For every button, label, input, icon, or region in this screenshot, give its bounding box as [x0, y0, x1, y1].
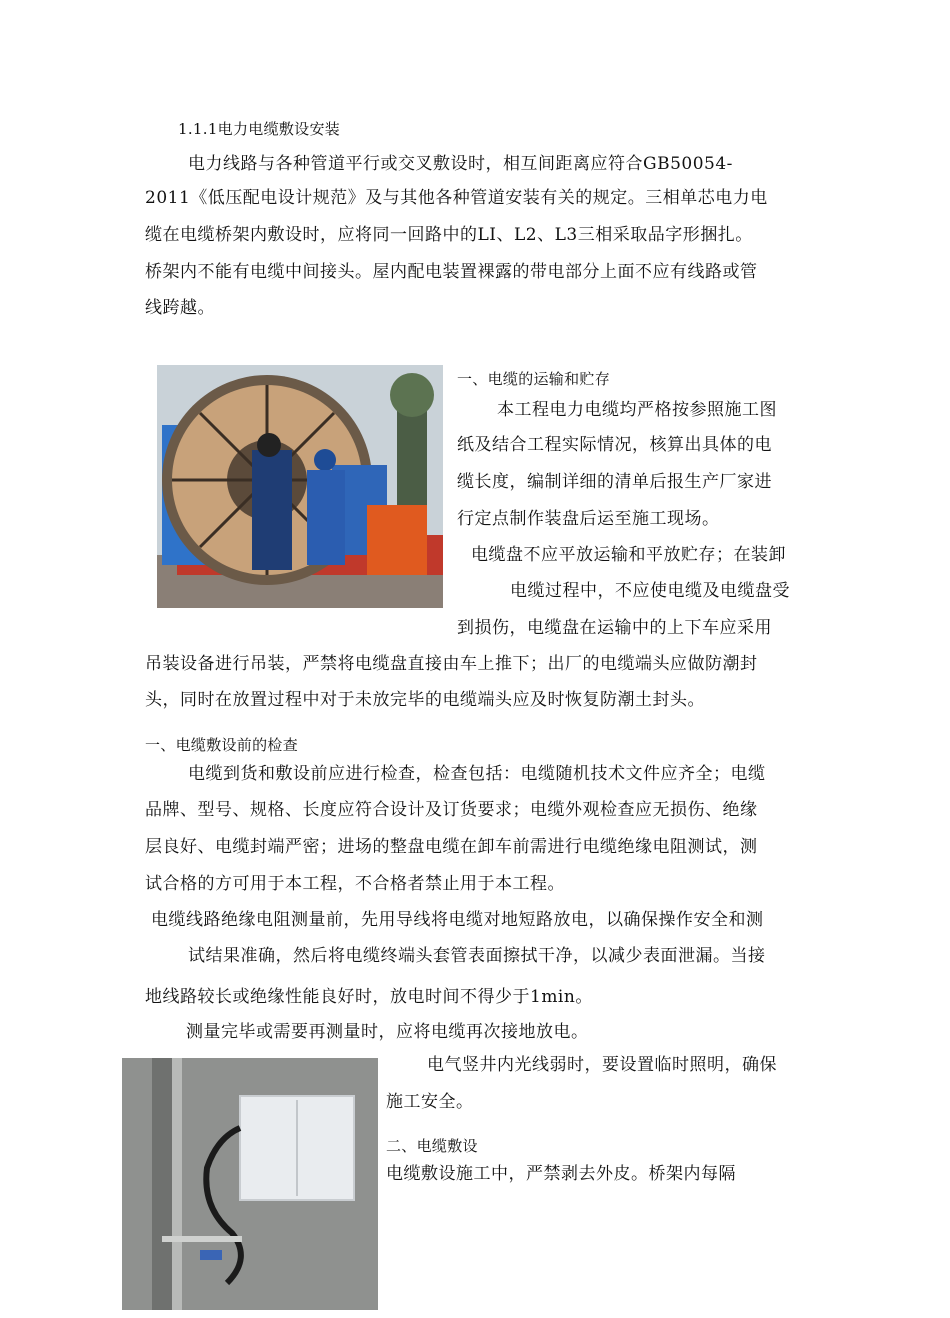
inspection-line: 施工安全。 [386, 1092, 474, 1112]
inspection-heading: 一、电缆敷设前的检查 [145, 736, 299, 754]
transport-line: 行定点制作装盘后运至施工现场。 [457, 509, 720, 529]
transport-line: 吊装设备进行吊装，严禁将电缆盘直接由车上推下；出厂的电缆端头应做防潮封 [145, 654, 758, 674]
intro-line: 线跨越。 [145, 298, 215, 318]
inspection-line: 品牌、型号、规格、长度应符合设计及订货要求；电缆外观检查应无损伤、绝缘 [145, 800, 758, 820]
transport-line: 本工程电力电缆均严格按参照施工图 [497, 400, 777, 420]
section-title: 1.1.1电力电缆敷设安装 [178, 120, 341, 138]
transport-line: 电缆盘不应平放运输和平放贮存；在装卸 [471, 545, 786, 565]
intro-line: 缆在电缆桥架内敷设时，应将同一回路中的LI、L2、L3三相采取品字形捆扎。 [145, 225, 753, 245]
transport-heading: 一、电缆的运输和贮存 [457, 370, 611, 388]
intro-line: 2011《低压配电设计规范》及与其他各种管道安装有关的规定。三相单芯电力电 [145, 188, 768, 208]
inspection-line: 地线路较长或绝缘性能良好时，放电时间不得少于1min。 [145, 987, 593, 1007]
inspection-line: 电缆到货和敷设前应进行检查，检查包括：电缆随机技术文件应齐全；电缆 [188, 764, 766, 784]
transport-line: 到损伤，电缆盘在运输中的上下车应采用 [457, 618, 772, 638]
inspection-line: 试合格的方可用于本工程，不合格者禁止用于本工程。 [145, 874, 565, 894]
cable-reel-photo [157, 365, 443, 608]
inspection-line: 电气竖井内光线弱时，要设置临时照明，确保 [427, 1055, 777, 1075]
transport-line: 缆长度，编制详细的清单后报生产厂家进 [457, 472, 772, 492]
laying-heading: 二、电缆敷设 [386, 1137, 478, 1155]
inspection-line: 层良好、电缆封端严密；进场的整盘电缆在卸车前需进行电缆绝缘电阻测试，测 [145, 837, 758, 857]
transport-line: 电缆过程中，不应使电缆及电缆盘受 [510, 581, 790, 601]
laying-line: 电缆敷设施工中，严禁剥去外皮。桥架内每隔 [386, 1164, 736, 1184]
intro-line: 桥架内不能有电缆中间接头。屋内配电装置裸露的带电部分上面不应有线路或管 [145, 262, 758, 282]
intro-line: 电力线路与各种管道平行或交叉敷设时，相互间距离应符合GB50054- [188, 154, 733, 174]
inspection-line: 试结果准确，然后将电缆终端头套管表面擦拭干净，以减少表面泄漏。当接 [188, 946, 766, 966]
transport-line: 纸及结合工程实际情况，核算出具体的电 [457, 435, 772, 455]
inspection-line: 电缆线路绝缘电阻测量前，先用导线将电缆对地短路放电，以确保操作安全和测 [151, 910, 764, 930]
transport-line: 头，同时在放置过程中对于未放完毕的电缆端头应及时恢复防潮土封头。 [145, 690, 705, 710]
inspection-line: 测量完毕或需要再测量时，应将电缆再次接地放电。 [186, 1022, 589, 1042]
electrical-box-photo [122, 1058, 378, 1310]
